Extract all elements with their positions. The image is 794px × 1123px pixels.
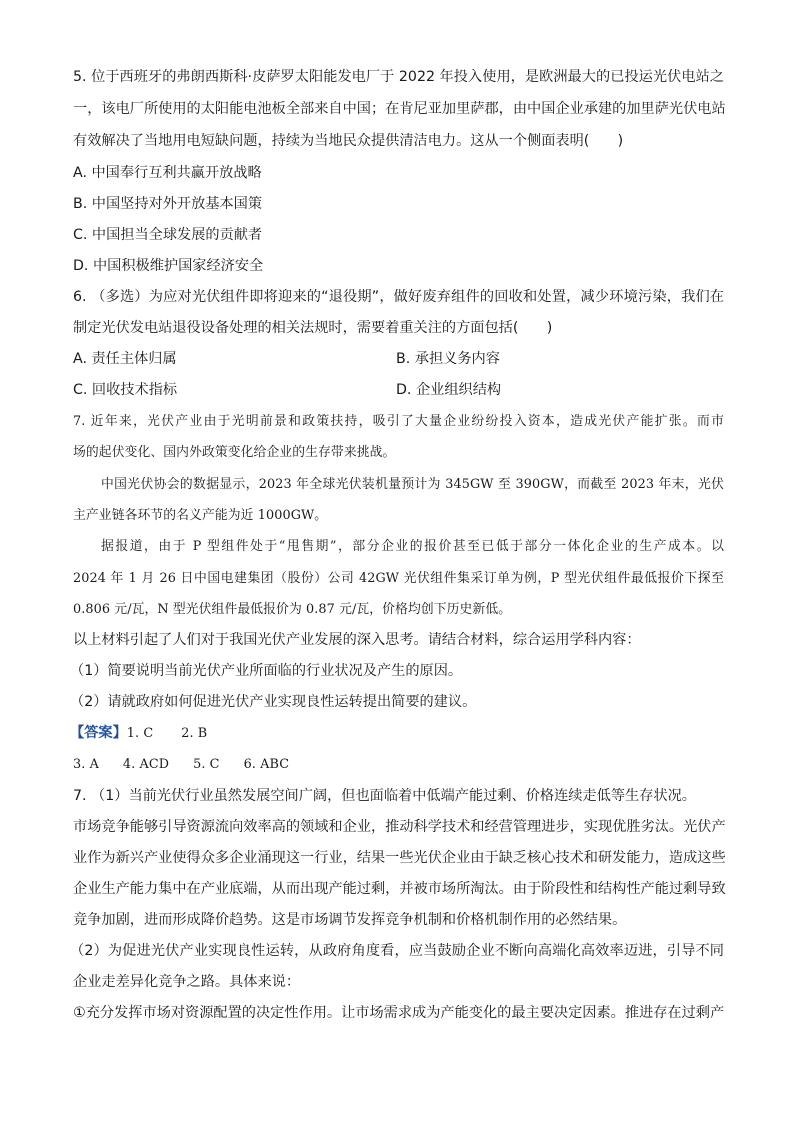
q7-subquestion-2: （2）请就政府如何促进光伏产业实现良性运转提出简要的建议。: [70, 694, 477, 710]
q6-stem-line-1: 6. （多选）为应对光伏组件即将迎来的“退役期”，做好废弃组件的回收和处置，减少环境污染，我们在: [73, 289, 724, 305]
answers-row-1: [70, 723, 724, 744]
answer-1: 1. C: [126, 726, 154, 741]
q7-answer-line-4: 企业生产能力集中在产业底端，从而出现产能过剩，并被市场所淘汰。由于阶段性和结构性产能过剩导致: [73, 881, 726, 897]
answer-label: 【答案】: [70, 725, 127, 741]
q5-option-b: B. 中国坚持对外开放基本国策: [73, 196, 263, 212]
q6-options-row-1: [73, 349, 724, 369]
q6-option-c: C. 回收技术指标: [73, 382, 178, 398]
q5-stem-line-1: 5. 位于西班牙的弗朗西斯科·皮萨罗太阳能发电厂于 2022 年投入使用，是欧洲最大的已投运光伏电站之: [73, 69, 724, 85]
q7-answer-line-6: （2）为促进光伏产业实现良性运转，从政府角度看，应当鼓励企业不断向高端化高效率迈进，引导不同: [70, 943, 724, 959]
answer-3: 3. A: [73, 757, 99, 772]
q7-material-line-7: 0.806 元/瓦，N 型光伏组件最低报价为 0.87 元/瓦，价格均创下历史新低。: [73, 602, 512, 617]
q6-option-d: D. 企业组织结构: [396, 382, 502, 398]
q7-prompt: 以上材料引起了人们对于我国光伏产业发展的深入思考。请结合材料，综合运用学科内容：: [73, 632, 641, 648]
q5-stem-line-2: 一，该电厂所使用的太阳能电池板全部来自中国；在肯尼亚加里萨郡，由中国企业承建的加里萨光伏电站: [73, 101, 726, 117]
q6-stem-line-2: 制定光伏发电站退役设备处理的相关法规时，需要着重关注的方面包括( ): [73, 320, 553, 336]
q7-answer-line-1: 7. （1）当前光伏行业虽然发展空间广阔，但也面临着中低端产能过剩、价格连续走低等生存状况。: [73, 788, 696, 804]
q7-subquestion-1: （1）简要说明当前光伏产业所面临的行业状况及产生的原因。: [70, 663, 463, 679]
q6-option-b: B. 承担义务内容: [396, 351, 500, 367]
q7-material-line-1: 7. 近年来，光伏产业由于光明前景和政策扶持，吸引了大量企业纷纷投入资本，造成光伏产能扩张。而市: [73, 414, 724, 429]
answer-2: 2. B: [181, 726, 208, 741]
answer-4: 4. ACD: [122, 757, 170, 772]
q7-material-line-5: 据报道，由于 P 型组件处于“甩售期”，部分企业的报价甚至已低于部分一体化企业的生产成本。以: [101, 539, 724, 554]
q5-stem-line-3: 有效解决了当地用电短缺问题，持续为当地民众提供清洁电力。这从一个侧面表明( ): [73, 133, 624, 149]
q7-answer-line-3: 业作为新兴产业使得众多企业涌现这一行业，结果一些光伏企业由于缺乏核心技术和研发能力，造成这些: [73, 850, 726, 866]
answer-5: 5. C: [193, 757, 220, 772]
q6-option-a: A. 责任主体归属: [73, 351, 177, 367]
q7-answer-line-8: ①充分发挥市场对资源配置的决定性作用。让市场需求成为产能变化的最主要决定因素。推进存在过剩产: [73, 1005, 725, 1021]
q7-material-line-6: 2024 年 1 月 26 日中国电建集团（股份）公司 42GW 光伏组件集采订单为例，P 型光伏组件最低报价下探至: [73, 571, 724, 586]
q7-material-line-4: 主产业链各环节的名义产能为近 1000GW。: [73, 508, 328, 523]
q5-option-d: D. 中国积极维护国家经济安全: [73, 258, 264, 274]
q7-answer-line-5: 竞争加剧，进而形成降价趋势。这是市场调节发挥竞争机制和价格机制作用的必然结果。: [73, 912, 627, 928]
q7-material-line-2: 场的起伏变化、国内外政策变化给企业的生存带来挑战。: [73, 445, 396, 460]
q5-option-c: C. 中国担当全球发展的贡献者: [73, 227, 263, 243]
q7-answer-line-2: 市场竞争能够引导资源流向效率高的领域和企业，推动科学技术和经营管理进步，实现优胜劣汰。光伏产: [73, 819, 726, 835]
q7-material-line-3: 中国光伏协会的数据显示，2023 年全球光伏装机量预计为 345GW 至 390GW，而截至 2023 年末，光伏: [101, 477, 724, 492]
answers-row-2: [73, 755, 724, 775]
answer-6: 6. ABC: [243, 757, 290, 772]
q5-option-a: A. 中国奉行互利共赢开放战略: [73, 165, 262, 181]
q7-answer-line-7: 企业走差异化竞争之路。具体来说：: [73, 974, 301, 990]
q6-options-row-2: [73, 380, 724, 400]
